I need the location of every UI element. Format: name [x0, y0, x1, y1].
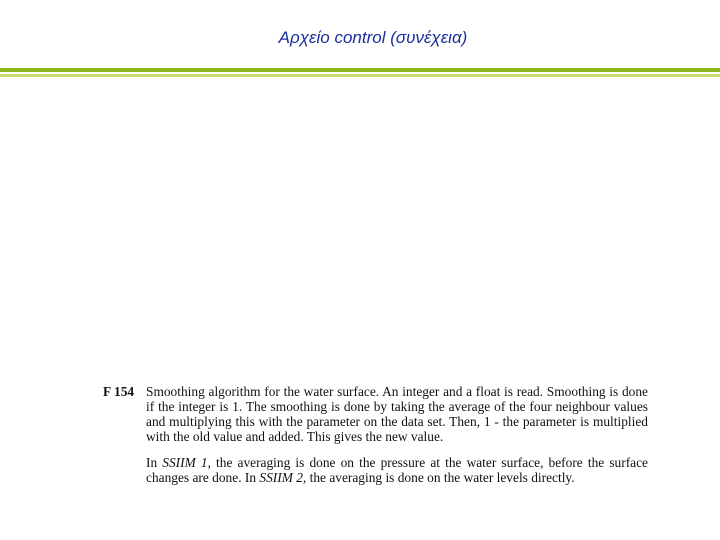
- p2-text-c: , the averaging is done on the water levels directly.: [302, 470, 575, 485]
- page-title: Αρχείο control (συνέχεια): [278, 28, 468, 47]
- header-rule-dark: [0, 68, 720, 72]
- p2-model-1: SSIIM 1: [162, 455, 208, 470]
- p2-text-b: , the averaging is done on the pressure at the water surface, before the surface changes are done. In: [146, 455, 648, 485]
- header-rule-light: [0, 74, 720, 77]
- manual-entry: [103, 384, 648, 496]
- entry-paragraph-1: Smoothing algorithm for the water surface. An integer and a float is read. Smoothing is done if the integer is 1. The smoothing is done by taking the average of the four neighbour values and multiplying this with the parameter on the data set. Then, 1 - the parameter is multiplied with the old value and added. This gives the new value.: [146, 384, 648, 444]
- p2-text-a: In: [146, 455, 163, 470]
- p2-model-2: SSIIM 2: [259, 470, 303, 485]
- entry-code: F 154: [103, 384, 135, 399]
- entry-paragraph-2: [146, 455, 648, 485]
- entry-body: [146, 384, 648, 496]
